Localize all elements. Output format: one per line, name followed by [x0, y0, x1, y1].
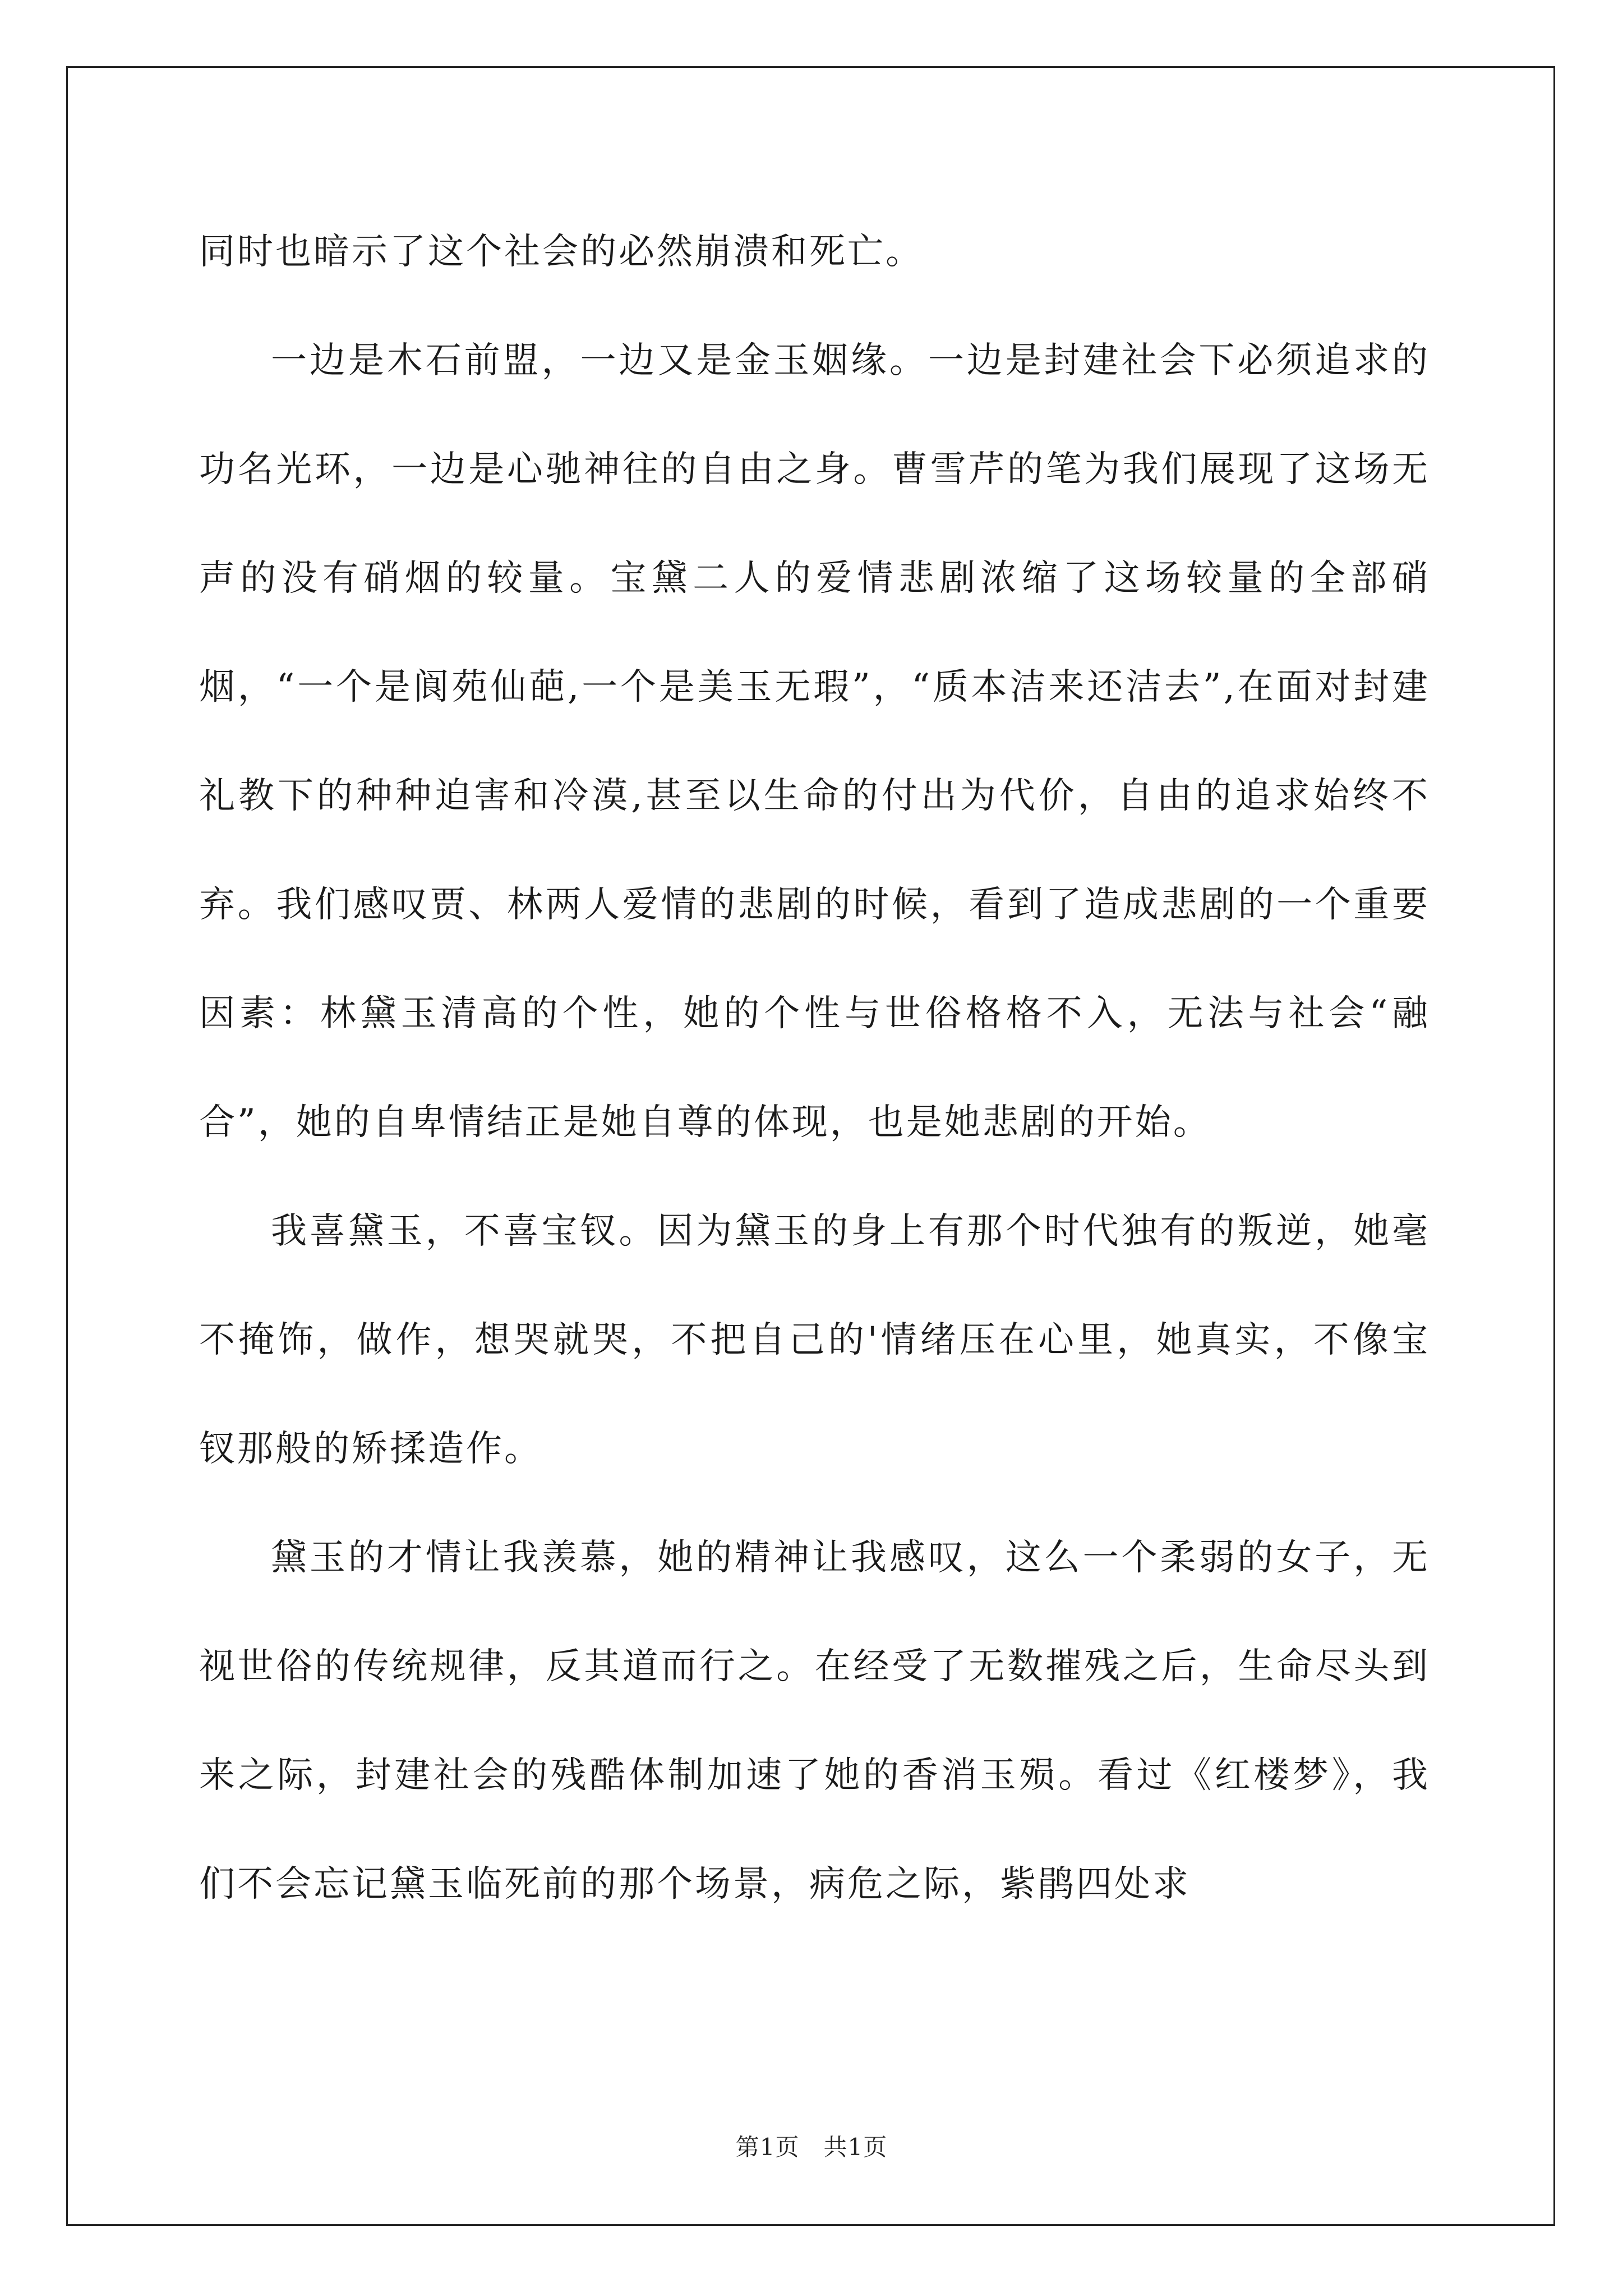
- paragraph-1: 同时也暗示了这个社会的必然崩溃和死亡。: [199, 231, 924, 273]
- paragraph-4: 黛玉的才情让我羡慕，她的精神让我感叹，这么一个柔弱的女子，无视世俗的传统规律，反其道而行之。在经受了无数摧残之后，生命尽头到来之际，封建社会的残酷体制加速了她的香消玉殒。看过《红楼梦》，我们不会忘记黛玉临死前的那个场景，病危之际，紫鹃四处求: [199, 1537, 1430, 1905]
- document-body: [199, 197, 1430, 1939]
- page-footer: 第1页 共1页: [735, 2133, 888, 2161]
- paragraph-2: 一边是木石前盟，一边又是金玉姻缘。一边是封建社会下必须追求的功名光环，一边是心驰神往的自由之身。曹雪芹的笔为我们展现了这场无声的没有硝烟的较量。宝黛二人的爱情悲剧浓缩了这场较量的全部硝烟，“一个是阆苑仙葩,一个是美玉无瑕”，“质本洁来还洁去”,在面对封建礼教下的种种迫害和冷漠,甚至以生命的付出为代价，自由的追求始终不弃。我们感叹贾、林两人爱情的悲剧的时候，看到了造成悲剧的一个重要因素：林黛玉清高的个性，她的个性与世俗格格不入，无法与社会“融合”，她的自卑情结正是她自尊的体现，也是她悲剧的开始。: [199, 340, 1430, 1143]
- paragraph-3: 我喜黛玉，不喜宝钗。因为黛玉的身上有那个时代独有的叛逆，她毫不掩饰，做作，想哭就哭，不把自己的'情绪压在心里，她真实，不像宝钗那般的矫揉造作。: [199, 1211, 1430, 1470]
